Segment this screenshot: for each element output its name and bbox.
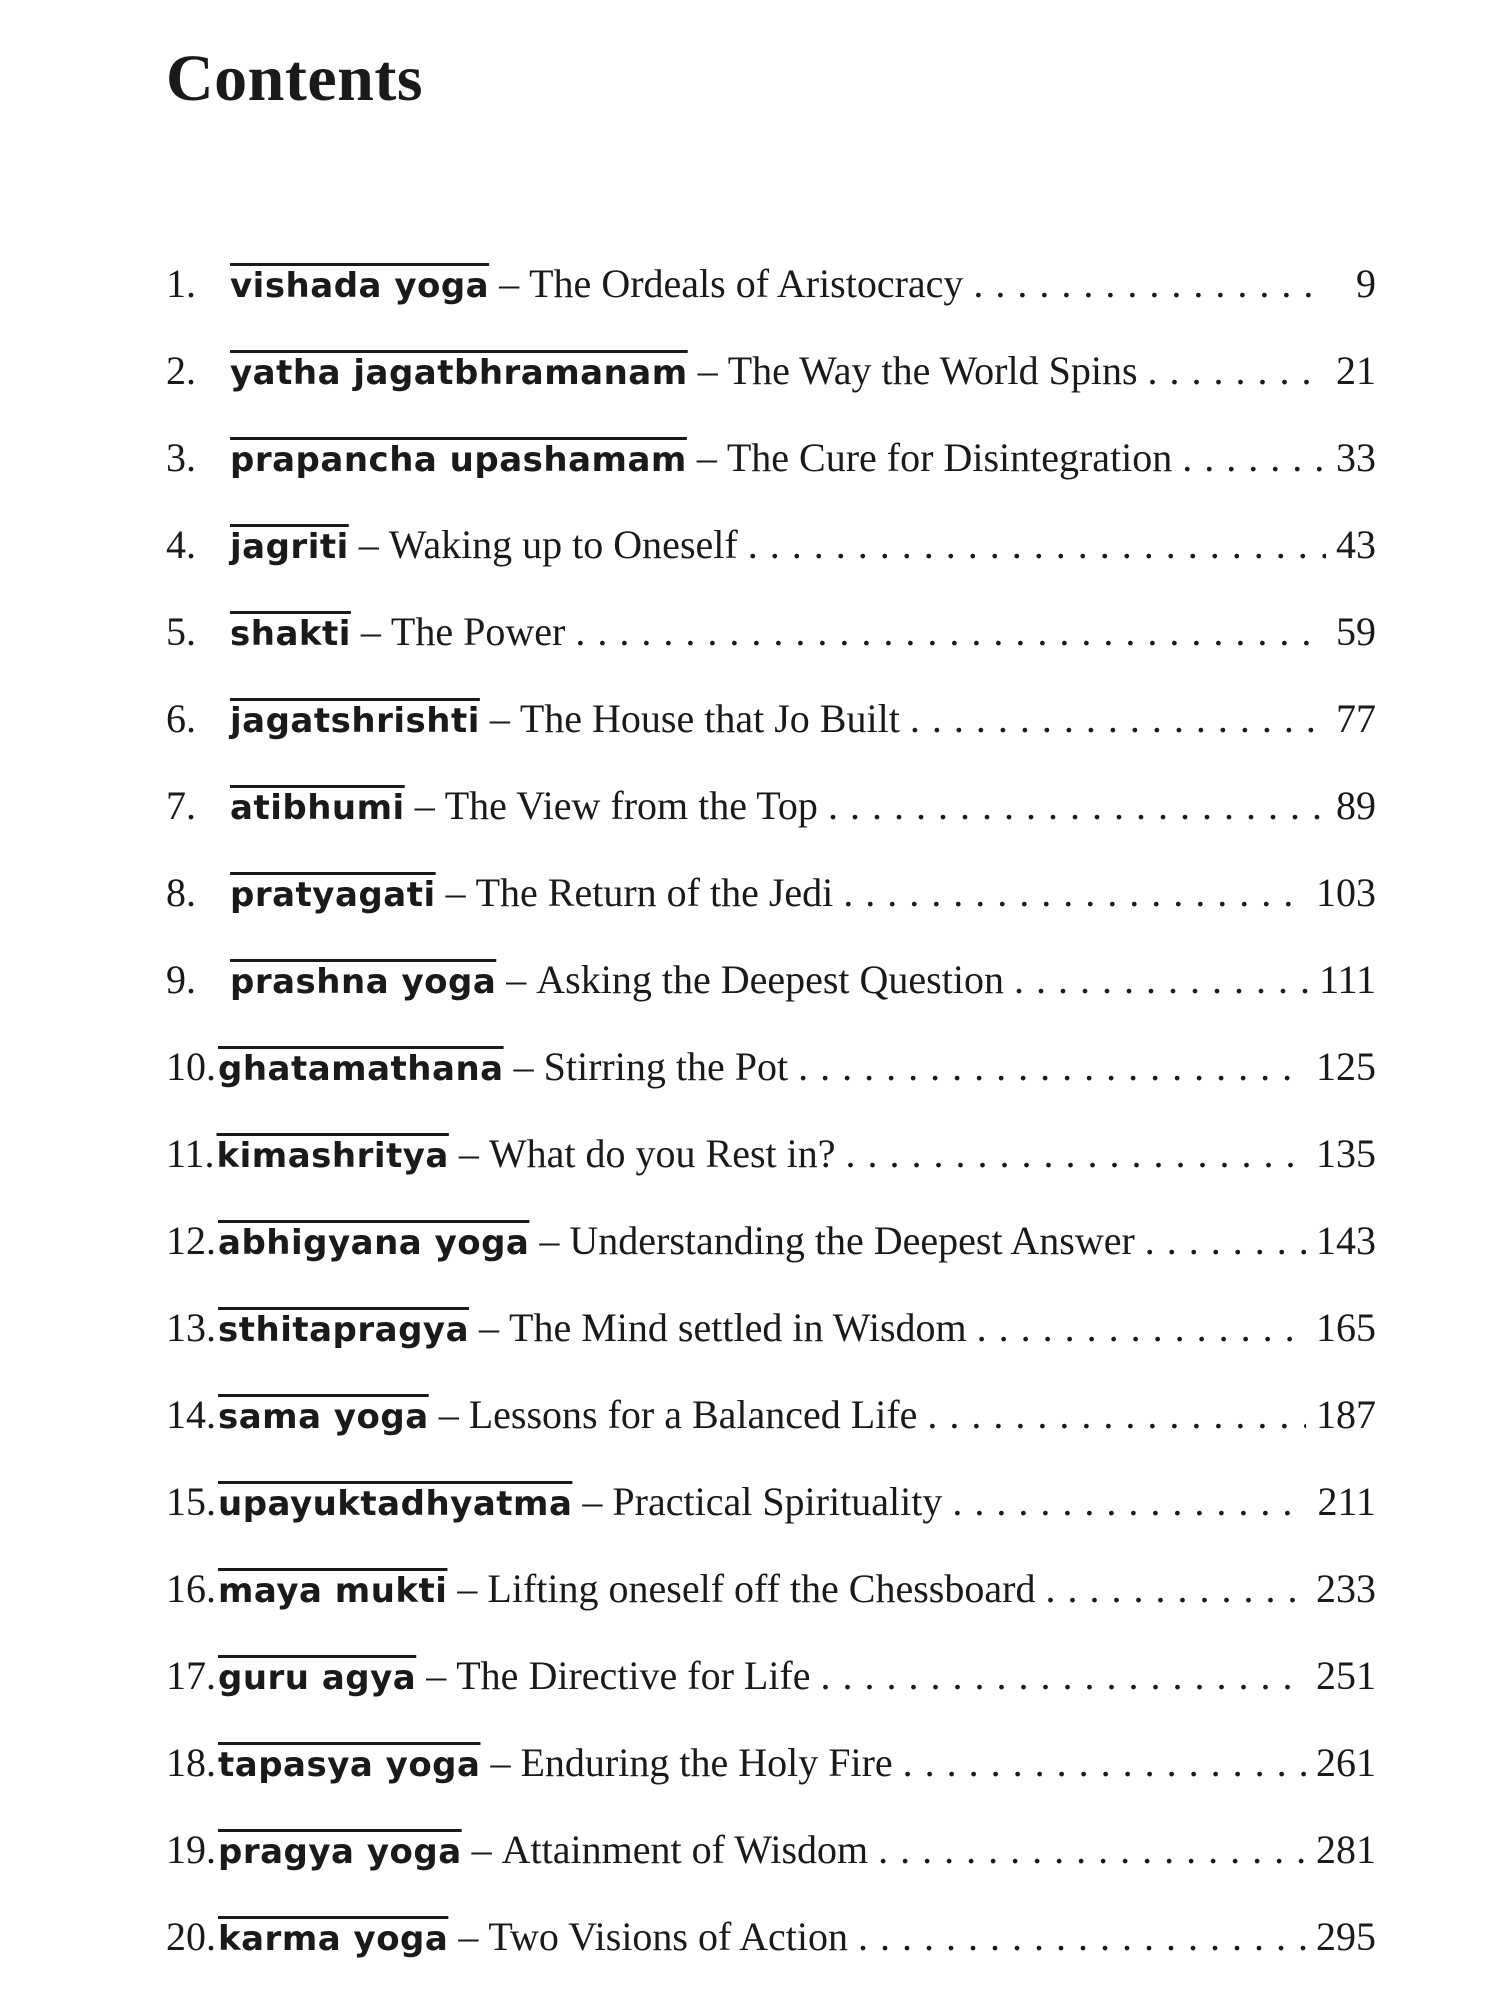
- entry-title: The Power: [390, 609, 566, 654]
- dot-leader: [903, 1739, 1306, 1786]
- toc-entry[interactable]: [166, 869, 1376, 956]
- entry-dash: –: [499, 261, 520, 306]
- entry-sanskrit-term: vishada yoga: [230, 266, 490, 306]
- dot-leader: [977, 1304, 1306, 1351]
- entry-page-number: 111: [1318, 957, 1376, 1002]
- toc-entry[interactable]: [166, 1826, 1376, 1913]
- page-title: Contents: [166, 42, 424, 115]
- entry-title: The Way the World Spins: [727, 348, 1138, 393]
- toc-entry[interactable]: [166, 1217, 1376, 1304]
- entry-number: 17.: [166, 1653, 216, 1698]
- entry-page-number: 143: [1316, 1218, 1376, 1263]
- entry-number: 16.: [166, 1566, 216, 1611]
- entry-sanskrit-term: guru agya: [218, 1658, 417, 1698]
- entry-number: 6.: [166, 696, 196, 741]
- entry-dash: –: [479, 1305, 500, 1350]
- entry-dash: –: [414, 783, 435, 828]
- entry-sanskrit-term: pratyagati: [230, 875, 436, 915]
- entry-number: 13.: [166, 1305, 216, 1350]
- entry-dash: –: [360, 609, 381, 654]
- dot-leader: [846, 1130, 1307, 1177]
- entry-number: 3.: [166, 435, 196, 480]
- entry-title: The View from the Top: [444, 783, 818, 828]
- entry-title: Enduring the Holy Fire: [520, 1740, 893, 1785]
- entry-dash: –: [471, 1827, 492, 1872]
- dot-leader: [878, 1826, 1306, 1873]
- entry-dash: –: [458, 1914, 479, 1959]
- entry-dash: –: [457, 1566, 478, 1611]
- entry-number: 2.: [166, 348, 196, 393]
- dot-leader: [798, 1043, 1306, 1090]
- entry-page-number: 261: [1316, 1740, 1376, 1785]
- entry-sanskrit-term: sama yoga: [218, 1397, 429, 1437]
- toc-entry[interactable]: [166, 434, 1376, 521]
- entry-number: 10.: [166, 1044, 216, 1089]
- entry-dash: –: [489, 696, 510, 741]
- entry-title: Understanding the Deepest Answer: [569, 1218, 1135, 1263]
- dot-leader: [1045, 1565, 1306, 1612]
- dot-leader: [1014, 956, 1309, 1003]
- toc-entry[interactable]: [166, 956, 1376, 1043]
- entry-page-number: 295: [1316, 1914, 1376, 1959]
- entry-title: Waking up to Oneself: [388, 522, 738, 567]
- entry-dash: –: [506, 957, 527, 1002]
- toc-entry[interactable]: [166, 347, 1376, 434]
- entry-title: The Directive for Life: [456, 1653, 811, 1698]
- toc-entry[interactable]: [166, 608, 1376, 695]
- entry-page-number: 21: [1336, 348, 1376, 393]
- dot-leader: [1182, 434, 1326, 481]
- entry-sanskrit-term: kimashritya: [216, 1136, 449, 1176]
- entry-dash: –: [358, 522, 379, 567]
- dot-leader: [821, 1652, 1306, 1699]
- entry-title: What do you Rest in?: [488, 1131, 836, 1176]
- entry-page-number: 211: [1317, 1479, 1376, 1524]
- entry-sanskrit-term: shakti: [230, 614, 351, 654]
- entry-dash: –: [445, 870, 466, 915]
- entry-sanskrit-term: yatha jagatbhramanam: [230, 353, 688, 393]
- entry-sanskrit-term: upayuktadhyatma: [218, 1484, 573, 1524]
- entry-title: The Mind settled in Wisdom: [509, 1305, 967, 1350]
- entry-page-number: 187: [1316, 1392, 1376, 1437]
- entry-page-number: 281: [1316, 1827, 1376, 1872]
- dot-leader: [973, 260, 1326, 307]
- entry-number: 15.: [166, 1479, 216, 1524]
- entry-title: Asking the Deepest Question: [536, 957, 1004, 1002]
- entry-page-number: 59: [1336, 609, 1376, 654]
- entry-title: The House that Jo Built: [519, 696, 900, 741]
- dot-leader: [858, 1913, 1306, 1960]
- toc-entry[interactable]: [166, 260, 1376, 347]
- dot-leader: [910, 695, 1326, 742]
- dot-leader: [575, 608, 1326, 655]
- entry-title: Stirring the Pot: [543, 1044, 789, 1089]
- toc-entry[interactable]: [166, 1913, 1376, 2000]
- entry-sanskrit-term: tapasya yoga: [218, 1745, 481, 1785]
- entry-number: 9.: [166, 957, 196, 1002]
- entry-sanskrit-term: abhigyana yoga: [218, 1223, 530, 1263]
- toc-entry[interactable]: [166, 1739, 1376, 1826]
- entry-page-number: 135: [1316, 1131, 1376, 1176]
- entry-number: 19.: [166, 1827, 216, 1872]
- dot-leader: [1148, 347, 1326, 394]
- entry-sanskrit-term: pragya yoga: [218, 1832, 462, 1872]
- toc-entry[interactable]: [166, 1565, 1376, 1652]
- entry-sanskrit-term: ghatamathana: [218, 1049, 504, 1089]
- entry-dash: –: [582, 1479, 603, 1524]
- entry-title: Lifting oneself off the Chessboard: [487, 1566, 1036, 1611]
- entry-title: Lessons for a Balanced Life: [468, 1392, 918, 1437]
- entry-dash: –: [697, 348, 718, 393]
- entry-title: Attainment of Wisdom: [501, 1827, 869, 1872]
- entry-title: The Cure for Disintegration: [726, 435, 1173, 480]
- toc-entry[interactable]: [166, 1652, 1376, 1739]
- entry-sanskrit-term: maya mukti: [218, 1571, 448, 1611]
- dot-leader: [748, 521, 1326, 568]
- entry-dash: –: [438, 1392, 459, 1437]
- entry-number: 5.: [166, 609, 196, 654]
- entry-number: 8.: [166, 870, 196, 915]
- entry-page-number: 251: [1316, 1653, 1376, 1698]
- toc-entry[interactable]: [166, 782, 1376, 869]
- entry-page-number: 77: [1336, 696, 1376, 741]
- contents-list: [166, 260, 1376, 2000]
- entry-number: 18.: [166, 1740, 216, 1785]
- entry-sanskrit-term: sthitapragya: [218, 1310, 470, 1350]
- entry-number: 4.: [166, 522, 196, 567]
- dot-leader: [1145, 1217, 1306, 1264]
- entry-dash: –: [426, 1653, 447, 1698]
- entry-page-number: 9: [1356, 261, 1376, 306]
- entry-page-number: 165: [1316, 1305, 1376, 1350]
- entry-dash: –: [458, 1131, 479, 1176]
- entry-sanskrit-term: prapancha upashamam: [230, 440, 687, 480]
- entry-page-number: 103: [1316, 870, 1376, 915]
- entry-title: Practical Spirituality: [612, 1479, 943, 1524]
- toc-entry[interactable]: [166, 1478, 1376, 1565]
- toc-entry[interactable]: [166, 1304, 1376, 1391]
- entry-title: The Return of the Jedi: [475, 870, 834, 915]
- toc-entry[interactable]: [166, 1391, 1376, 1478]
- entry-number: 14.: [166, 1392, 216, 1437]
- entry-number: 7.: [166, 783, 196, 828]
- dot-leader: [843, 869, 1306, 916]
- entry-title: Two Visions of Action: [488, 1914, 848, 1959]
- toc-entry[interactable]: [166, 521, 1376, 608]
- entry-dash: –: [513, 1044, 534, 1089]
- entry-page-number: 89: [1336, 783, 1376, 828]
- entry-sanskrit-term: jagatshrishti: [230, 701, 480, 741]
- toc-entry[interactable]: [166, 1043, 1376, 1130]
- dot-leader: [927, 1391, 1306, 1438]
- entry-dash: –: [539, 1218, 560, 1263]
- entry-sanskrit-term: karma yoga: [218, 1919, 449, 1959]
- entry-page-number: 125: [1316, 1044, 1376, 1089]
- entry-title: The Ordeals of Aristocracy: [529, 261, 964, 306]
- entry-page-number: 33: [1336, 435, 1376, 480]
- entry-dash: –: [696, 435, 717, 480]
- entry-dash: –: [490, 1740, 511, 1785]
- entry-sanskrit-term: atibhumi: [230, 788, 405, 828]
- entry-number: 12.: [166, 1218, 216, 1263]
- entry-number: 11.: [166, 1131, 215, 1176]
- entry-number: 1.: [166, 261, 196, 306]
- entry-sanskrit-term: prashna yoga: [230, 962, 497, 1002]
- entry-sanskrit-term: jagriti: [230, 527, 349, 567]
- entry-page-number: 233: [1316, 1566, 1376, 1611]
- entry-number: 20.: [166, 1914, 216, 1959]
- dot-leader: [828, 782, 1326, 829]
- toc-entry[interactable]: [166, 695, 1376, 782]
- dot-leader: [952, 1478, 1307, 1525]
- toc-entry[interactable]: [166, 1130, 1376, 1217]
- entry-page-number: 43: [1336, 522, 1376, 567]
